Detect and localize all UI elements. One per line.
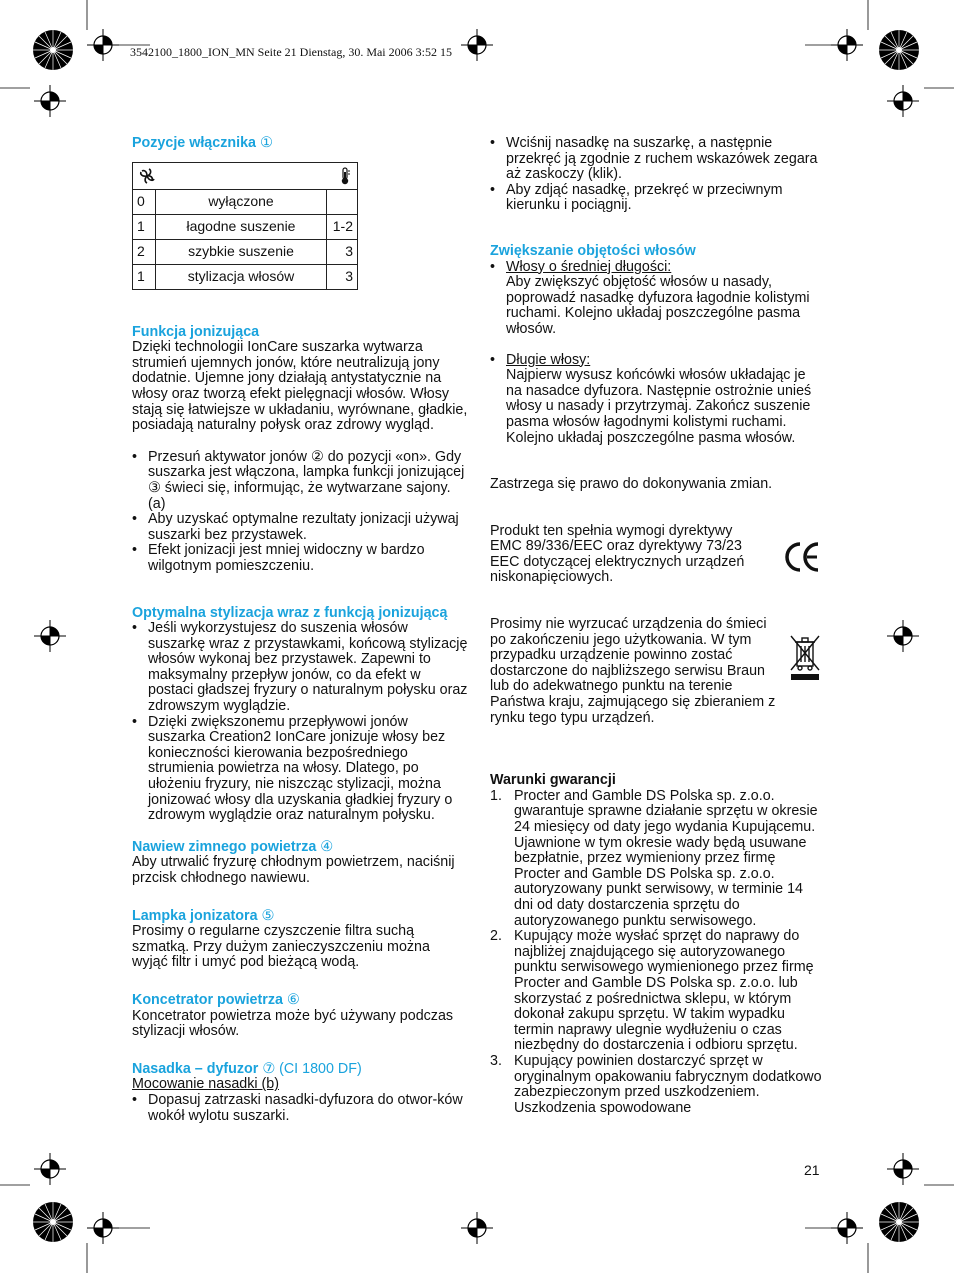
table-row [133, 189, 358, 214]
list-item: • Dopasuj zatrzaski nasadki-dyfuzora do otwor-ków wokół wylotu suszarki. [132, 1093, 468, 1124]
styling-bullets [132, 621, 468, 824]
long-hair-label: Długie włosy: [506, 351, 591, 368]
row-label: szybkie suszenie [156, 239, 327, 264]
list-item [490, 353, 822, 447]
row-num: 1 [133, 264, 156, 289]
diffuser-bullets [132, 1093, 468, 1124]
lamp-text: Prosimy o regularne czyszczenie filtra suchą szmatką. Przy dużym zanieczyszczeniu można wyjąć filtr i umyć pod bieżącą wodą. [132, 923, 430, 971]
ce-text: Produkt ten spełnia wymogi dyrektywy EMC 89/336/EEC oraz dyrektywy 73/23 EEC dotyczącej elektrycznych urządzeń niskonapięciowych. [490, 522, 745, 586]
switch-heading: Pozycje włącznika ① [132, 135, 273, 151]
concentrator-text: Koncetrator powietrza może być używany podczas stylizacji włosów. [132, 1007, 454, 1040]
diffuser-heading: Nasadka – dyfuzor ⑦ (CI 1800 DF) [132, 1060, 362, 1077]
list-item: 2. Kupujący może wysłać sprzęt do naprawy do najbliżej znajdującego się autoryzowanego punktu serwisowego wymienionego przez firmę Procter and Gamble DS Polska sp. z.o.o. lub skorzystać z pośrednictwa sklepu, w którym dokonał zakupu sprzętu. W takim wypadku termin naprawy ulegnie wydłużeniu o czas niezbędny do dostarczenia i odbioru sprzętu. [490, 929, 822, 1054]
row-heat: 3 [327, 239, 358, 264]
long-hair-text: Najpierw wysusz końcówki włosów układając je na nasadce dyfuzora. Następnie ostrożnie unieś włosy u nasady i przytrzymaj. Zakończ suszenie pasma włosów łagodnymi kolistymi ruchami. Kolejno układaj poszczególne pasma włosów. [506, 367, 812, 446]
medium-hair-text: Aby zwiększyć objętość włosów u nasady, poprowadź nasadkę dyfuzora łagodnie kolistymi ruchami. Kolejno układaj poszczególne pasma włosów. [506, 274, 810, 337]
concentrator-heading: Koncetrator powietrza ⑥ [132, 991, 300, 1008]
ion-heading: Funkcja jonizująca [132, 323, 260, 340]
weee-text: Prosimy nie wyrzucać urządzenia do śmieci po zakończeniu jego użytkowania. W tym przypadku urządzenie powinno zostać dostarczone do najbliższego serwisu Braun lub do adekwatnego punktu na terenie Państwa kraju, zajmującego się zbieraniem z rynku tego typu urządzeń. [490, 616, 776, 726]
page-number: 21 [804, 1162, 820, 1178]
ce-mark-icon [784, 540, 820, 574]
cold-text: Aby utrwalić fryzurę chłodnym powietrzem, naciśnij przcisk chłodnego nawiewu. [132, 854, 455, 886]
cold-heading: Nawiew zimnego powietrza ④ [132, 838, 334, 855]
list-item: • Wciśnij nasadkę na suszarkę, a następnie przekręć ją zgodnie z ruchem wskazówek zegara aż zaskoczy (klik). [490, 136, 822, 183]
list-item: 1. Procter and Gamble DS Polska sp. z.o.o. gwarantuje sprawne działanie sprzętu w okresie 24 miesięcy od daty jego wydania Kupującemu. Ujawnione w tym okresie wady będą usuwane bezpłatnie, przez wymieniony przez firmę Procter and Gamble DS Polska sp. z.o.o. autoryzowany punkt serwisowy, w terminie 14 dni od daty dostarczenia sprzętu do autoryzowanego punktu serwisowego. [490, 789, 822, 929]
medium-hair-label: Włosy o średniej długości: [506, 258, 672, 275]
list-item: • Jeśli wykorzystujesz do suszenia włosów suszarkę wraz z przystawkami, końcową stylizację włosów wykonaj bez przystawek. Zapewni to maksymalny przepływ jonów, co da efekt w postaci gładszej fryzury o naturalnym połysku oraz zdrowszym wyglądzie. [132, 621, 468, 715]
warranty-list [490, 789, 822, 1116]
print-header: 3542100_1800_ION_MN Seite 21 Dienstag, 30. Mai 2006 3:52 15 [130, 45, 452, 59]
row-heat: 3 [327, 264, 358, 289]
list-item [490, 260, 822, 338]
row-heat: 1-2 [327, 214, 358, 239]
row-label: łagodne suszenie [156, 214, 327, 239]
row-label: wyłączone [156, 189, 327, 214]
table-row [133, 214, 358, 239]
list-item: • Aby zdjąć nasadkę, przekręć w przeciwnym kierunku i pociągnij. [490, 183, 822, 214]
attach-bullets [490, 136, 822, 214]
list-item: • Aby uzyskać optymalne rezultaty jonizacji używaj suszarki bez przystawek. [132, 512, 468, 543]
warranty-heading: Warunki gwarancji [490, 772, 616, 789]
fan-icon [139, 168, 155, 184]
left-column [132, 136, 468, 1124]
table-row [133, 264, 358, 289]
styling-heading: Optymalna stylizacja wraz z funkcją jonizującą [132, 604, 448, 621]
right-column [490, 136, 822, 1116]
row-label: stylizacja włosów [156, 264, 327, 289]
list-item: • Dzięki zwiększonemu przepływowi jonów suszarka Creation2 IonCare jonizuje włosy bez konieczności kierowania bezpośredniego strumienia powietrza na włosy. Dlatego, po ułożeniu fryzury, nie niszcząc stylizacji, można jonizować włosy dla uzyskania gładkiej fryzury o zdrowym wyglądzie oraz naturalnym połysku. [132, 715, 468, 824]
reserve-text: Zastrzega się prawo do dokonywania zmian. [490, 476, 773, 493]
thermometer-icon [339, 167, 351, 185]
list-item: 3. Kupujący powinien dostarczyć sprzęt w oryginalnym opakowaniu fabrycznym dodatkowo zabezpieczonym przed uszkodzeniem. Uszkodzenia spowodowane [490, 1054, 822, 1116]
lamp-heading: Lampka jonizatora ⑤ [132, 907, 275, 924]
ce-mark [784, 540, 820, 574]
row-num: 2 [133, 239, 156, 264]
ion-bullets [132, 450, 468, 575]
weee-bin-icon [788, 632, 822, 682]
volume-bullets [490, 260, 822, 447]
row-num: 1 [133, 214, 156, 239]
diffuser-subheading: Mocowanie nasadki (b) [132, 1076, 280, 1093]
row-heat [327, 189, 358, 214]
ion-text: Dzięki technologii IonCare suszarka wytwarza strumień ujemnych jonów, które neutralizują jony dodatnie. Ujemne jony działają antystatycznie na włosy oraz tworzą efekt pielęgnacji włosów. Włosy stają się łatwiejsze w układaniu, wyrównane, gładkie, posiadają naturalny połysk oraz zdrowy wygląd. [132, 339, 468, 434]
volume-heading: Zwiększanie objętości włosów [490, 242, 696, 259]
table-row [133, 239, 358, 264]
list-item: • Efekt jonizacji jest mniej widoczny w bardzo wilgotnym pomieszczeniu. [132, 543, 468, 574]
table-header-row [133, 162, 358, 189]
switch-table [132, 162, 358, 290]
list-item: • Przesuń aktywator jonów ② do pozycji «on». Gdy suszarka jest włączona, lampka funkcji jonizującej ③ świeci się, informując, że wytwarzane sajony. (a) [132, 450, 468, 512]
row-num: 0 [133, 189, 156, 214]
